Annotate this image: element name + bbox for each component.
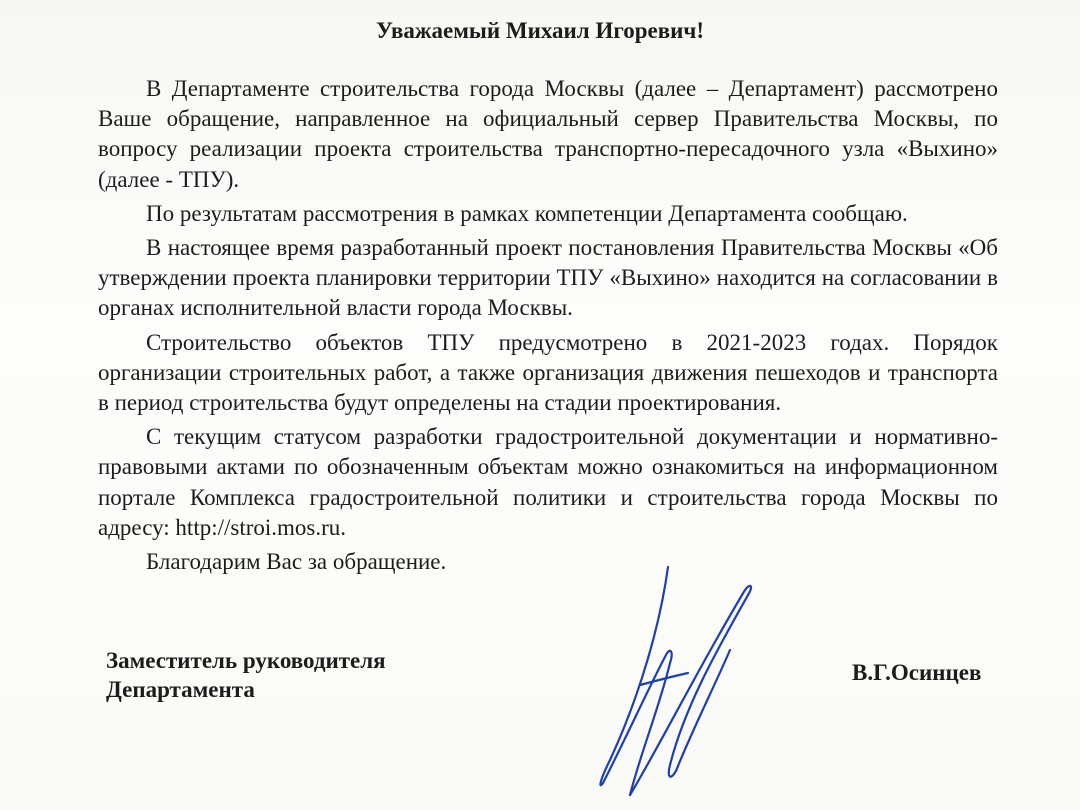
signatory-title — [106, 646, 386, 704]
handwritten-signature — [570, 555, 770, 805]
paragraph-5: С текущим статусом разработки градостроительной документации и нормативно-правовыми актами по обозначенным объектам можно ознакомиться на информационном портале Комплекса градостроительной политики и строительства города Москвы по адресу: http://stroi.mos.ru. — [98, 424, 998, 540]
paragraph-3: В настоящее время разработанный проект постановления Правительства Москвы «Об утверждении проекта планировки территории ТПУ «Выхино» находится на согласовании в органах исполнительной власти города Москвы. — [98, 235, 998, 321]
greeting: Уважаемый Михаил Игоревич! — [375, 18, 705, 43]
signatory-title-line-2: Департамента — [106, 677, 255, 702]
letter-body — [98, 74, 998, 581]
paragraph-6: Благодарим Вас за обращение. — [146, 549, 447, 575]
signatory-title-line-1: Заместитель руководителя — [106, 648, 386, 673]
paragraph-4: Строительство объектов ТПУ предусмотрено в 2021-2023 годах. Порядок организации строительных работ, а также организация движения пешеходов и транспорта в период строительства будут определены на стадии проектирования. — [98, 329, 998, 416]
paragraph-1: В Департаменте строительства города Москвы (далее – Департамент) рассмотрено Ваше обращение, направленное на официальный сервер Правительства Москвы, по вопросу реализации проекта строительства транспортно-пересадочного узла «Выхино» (далее - ТПУ). — [98, 76, 998, 192]
paragraph-2: По результатам рассмотрения в рамках компетенции Департамента сообщаю. — [146, 200, 908, 226]
signatory-name: В.Г.Осинцев — [852, 660, 982, 685]
